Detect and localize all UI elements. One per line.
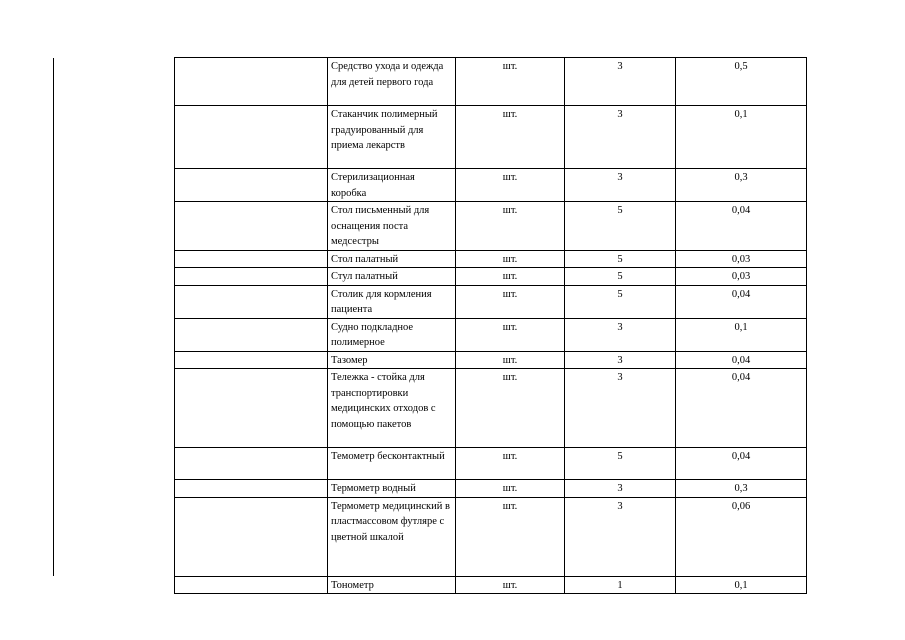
unit-cell: шт. [456,169,565,202]
item-name-cell: Стаканчик полимерный градуированный для приема лекарств [328,106,456,169]
table-cell-empty [175,480,328,498]
unit-cell: шт. [456,576,565,594]
item-name-cell: Тележка - стойка для транспортировки медицинских отходов с помощью пакетов [328,369,456,448]
rate-cell: 0,1 [676,576,807,594]
table-cell-empty [175,576,328,594]
unit-cell: шт. [456,369,565,448]
rate-cell: 0,3 [676,480,807,498]
table-cell-empty [175,351,328,369]
table-cell-empty [175,202,328,251]
table-cell-empty [175,268,328,286]
rate-cell: 0,04 [676,448,807,480]
item-name-cell: Термометр водный [328,480,456,498]
quantity-cell: 5 [565,268,676,286]
table-cell-empty [175,369,328,448]
table-row [175,369,807,448]
item-name-cell: Стул палатный [328,268,456,286]
equipment-table [174,57,807,594]
item-name-cell: Столик для кормления пациента [328,285,456,318]
table-row [175,448,807,480]
item-name-cell: Стол письменный для оснащения поста медсестры [328,202,456,251]
quantity-cell: 5 [565,202,676,251]
table-cell-empty [175,497,328,576]
table-row [175,106,807,169]
unit-cell: шт. [456,285,565,318]
unit-cell: шт. [456,202,565,251]
table-row [175,169,807,202]
table-row [175,58,807,106]
item-name-cell: Средство ухода и одежда для детей первого года [328,58,456,106]
rate-cell: 0,04 [676,369,807,448]
rate-cell: 0,03 [676,250,807,268]
table-cell-empty [175,106,328,169]
table-cell-empty [175,318,328,351]
quantity-cell: 3 [565,369,676,448]
quantity-cell: 3 [565,169,676,202]
unit-cell: шт. [456,250,565,268]
rate-cell: 0,3 [676,169,807,202]
item-name-cell: Термометр медицинский в пластмассовом футляре с цветной шкалой [328,497,456,576]
table-cell-empty [175,285,328,318]
table-cell-empty [175,58,328,106]
rate-cell: 0,1 [676,106,807,169]
unit-cell: шт. [456,497,565,576]
table-row [175,202,807,251]
rate-cell: 0,1 [676,318,807,351]
quantity-cell: 5 [565,448,676,480]
quantity-cell: 3 [565,106,676,169]
item-name-cell: Стол палатный [328,250,456,268]
table-row [175,285,807,318]
table-cell-empty [175,448,328,480]
table-row [175,268,807,286]
item-name-cell: Судно подкладное полимерное [328,318,456,351]
rate-cell: 0,04 [676,285,807,318]
unit-cell: шт. [456,448,565,480]
quantity-cell: 5 [565,285,676,318]
quantity-cell: 5 [565,250,676,268]
quantity-cell: 1 [565,576,676,594]
unit-cell: шт. [456,268,565,286]
rate-cell: 0,04 [676,202,807,251]
item-name-cell: Тонометр [328,576,456,594]
rate-cell: 0,5 [676,58,807,106]
unit-cell: шт. [456,318,565,351]
table-row [175,351,807,369]
quantity-cell: 3 [565,480,676,498]
rate-cell: 0,06 [676,497,807,576]
rate-cell: 0,03 [676,268,807,286]
unit-cell: шт. [456,58,565,106]
table-row [175,318,807,351]
table-row [175,480,807,498]
quantity-cell: 3 [565,318,676,351]
quantity-cell: 3 [565,497,676,576]
rate-cell: 0,04 [676,351,807,369]
quantity-cell: 3 [565,58,676,106]
item-name-cell: Стерилизационная коробка [328,169,456,202]
item-name-cell: Тазомер [328,351,456,369]
table-cell-empty [175,250,328,268]
table-row [175,250,807,268]
table-row [175,576,807,594]
item-name-cell: Темометр бесконтактный [328,448,456,480]
table-row [175,497,807,576]
page-margin-rule [53,58,54,576]
quantity-cell: 3 [565,351,676,369]
unit-cell: шт. [456,480,565,498]
unit-cell: шт. [456,106,565,169]
table-cell-empty [175,169,328,202]
unit-cell: шт. [456,351,565,369]
